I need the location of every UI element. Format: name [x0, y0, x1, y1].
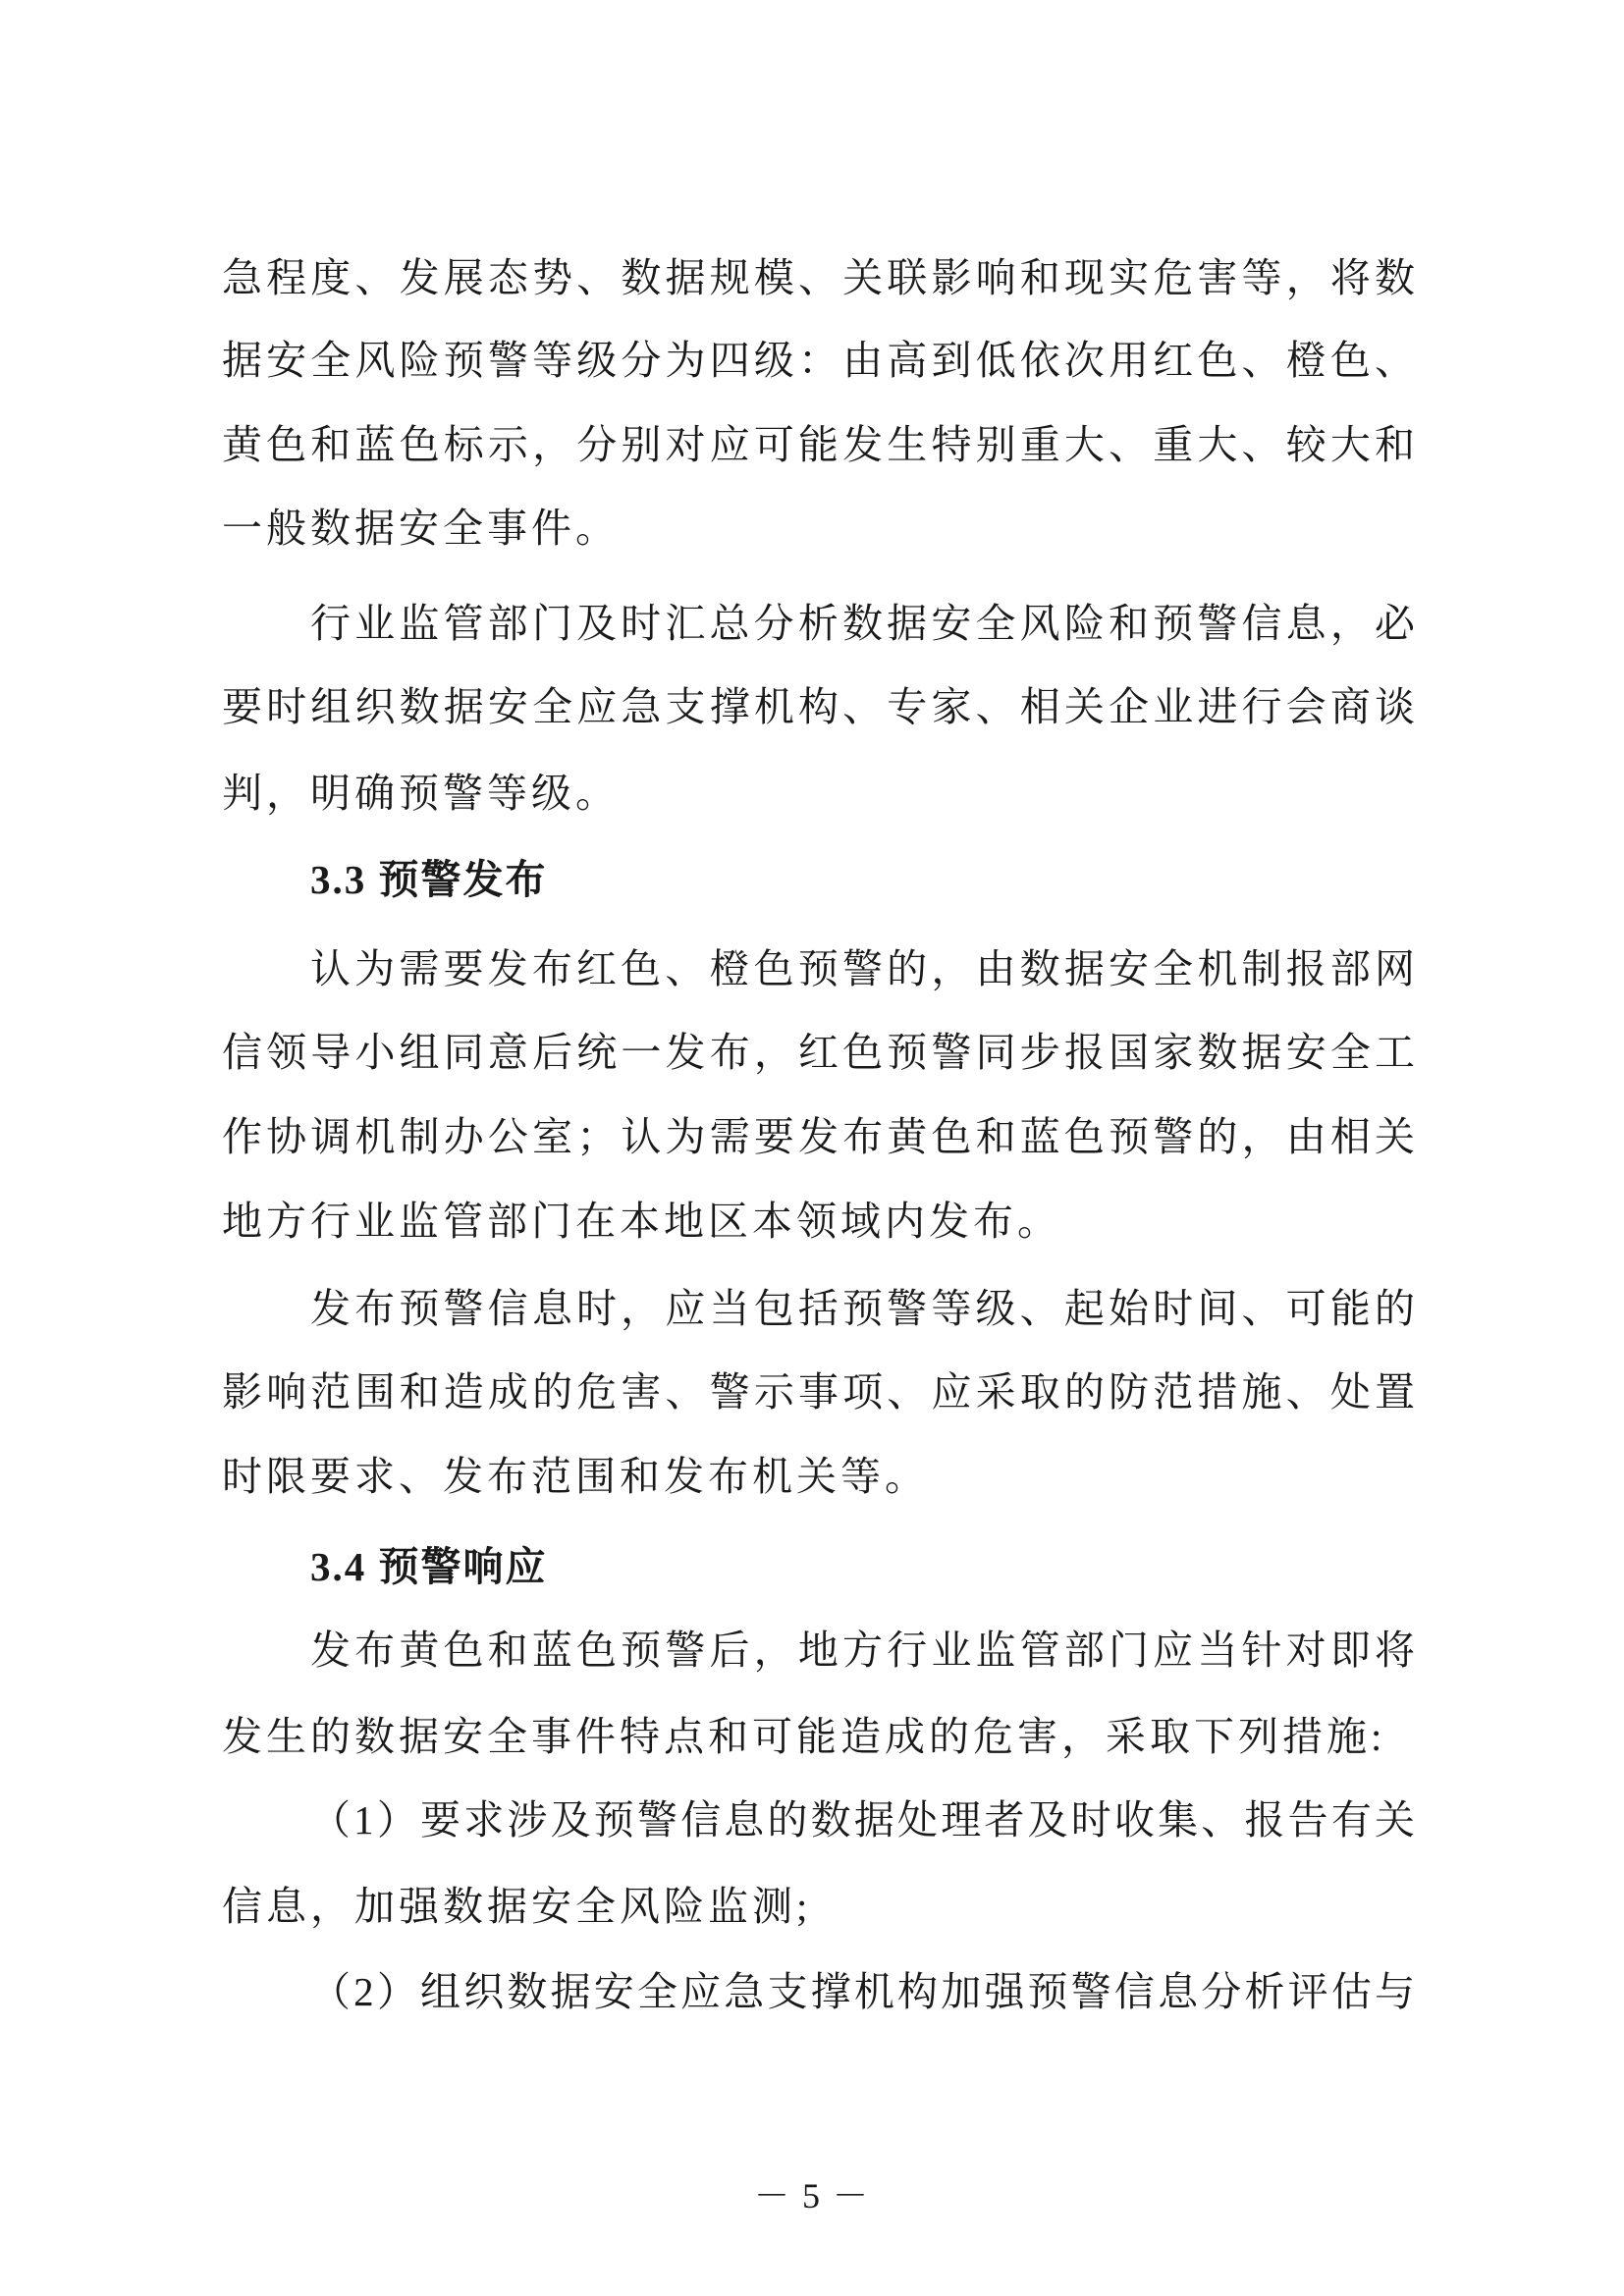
- section-heading: 3.3 预警发布: [310, 857, 548, 902]
- list-item-line: （2）组织数据安全应急支撑机构加强预警信息分析评估与: [310, 1969, 1418, 2014]
- paragraph-line: 要时组织数据安全应急支撑机构、专家、相关企业进行会商谈: [222, 684, 1418, 729]
- section-heading: 3.4 预警响应: [310, 1544, 548, 1589]
- paragraph-line: 发布黄色和蓝色预警后，地方行业监管部门应当针对即将: [310, 1628, 1418, 1673]
- paragraph-line: 急程度、发展态势、数据规模、关联影响和现实危害等，将数: [222, 255, 1418, 300]
- paragraph-line: 据安全风险预警等级分为四级：由高到低依次用红色、橙色、: [222, 338, 1418, 383]
- paragraph-line: 影响范围和造成的危害、警示事项、应采取的防范措施、处置: [222, 1369, 1418, 1415]
- paragraph-line: 行业监管部门及时汇总分析数据安全风险和预警信息，必: [310, 601, 1418, 646]
- paragraph-line: 信领导小组同意后统一发布，红色预警同步报国家数据安全工: [222, 1030, 1418, 1075]
- list-item-line: （1）要求涉及预警信息的数据处理者及时收集、报告有关: [310, 1797, 1418, 1842]
- paragraph-line: 作协调机制办公室；认为需要发布黄色和蓝色预警的，由相关: [222, 1114, 1418, 1159]
- paragraph-line: 时限要求、发布范围和发布机关等。: [222, 1454, 929, 1499]
- paragraph-line: 地方行业监管部门在本地区本领域内发布。: [222, 1199, 1061, 1244]
- page-number: － 5 －: [753, 2176, 870, 2216]
- paragraph-line: 黄色和蓝色标示，分别对应可能发生特别重大、重大、较大和: [222, 422, 1418, 467]
- list-item-line: 信息，加强数据安全风险监测;: [222, 1884, 812, 1929]
- paragraph-line: 判，明确预警等级。: [222, 771, 620, 816]
- paragraph-line: 发布预警信息时，应当包括预警等级、起始时间、可能的: [310, 1286, 1418, 1331]
- paragraph-line: 发生的数据安全事件特点和可能造成的危害，采取下列措施:: [222, 1714, 1386, 1759]
- paragraph-line: 认为需要发布红色、橙色预警的，由数据安全机制报部网: [310, 946, 1418, 991]
- paragraph-line: 一般数据安全事件。: [222, 506, 620, 551]
